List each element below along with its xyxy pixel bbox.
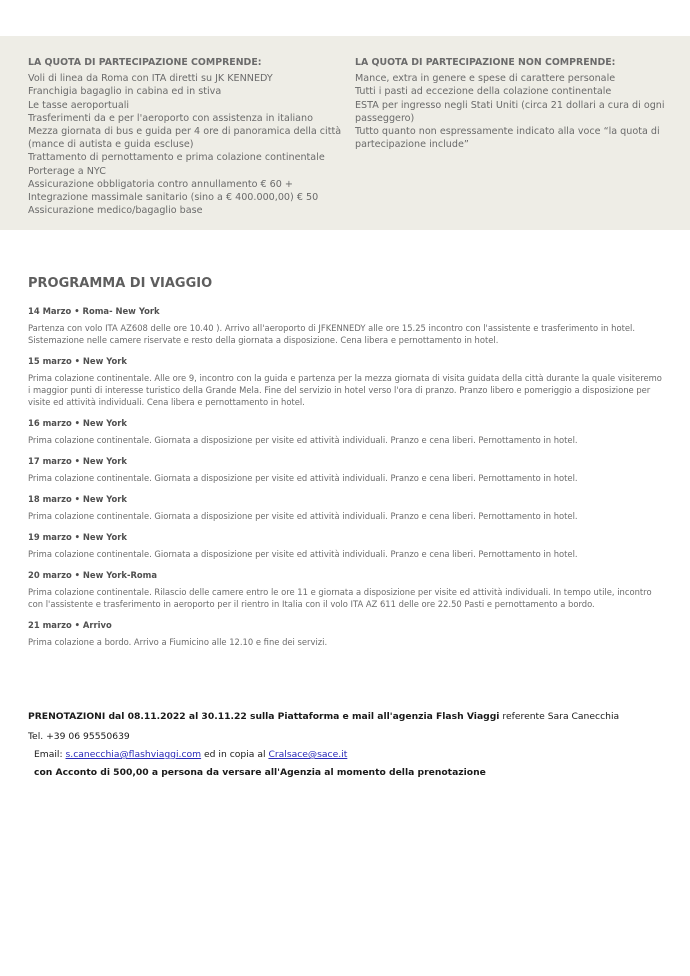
email-link[interactable]: s.canecchia@flashviaggi.com: [65, 749, 202, 760]
list-item: Porterage a NYC: [28, 165, 106, 177]
booking-dates: [28, 711, 668, 722]
excluded-heading: LA QUOTA DI PARTECIPAZIONE NON COMPRENDE:: [355, 57, 616, 68]
itinerary-day: [28, 532, 663, 560]
excluded-list: [355, 72, 665, 151]
list-item: Integrazione massimale sanitario (sino a € 400.000,00) € 50: [28, 192, 319, 204]
list-item: Mezza giornata di bus e guida per 4 ore di panoramica della città: [28, 126, 342, 138]
list-item: Le tasse aeroportuali: [28, 99, 130, 111]
list-item: Assicurazione obbligatoria contro annullamento € 60 +: [28, 178, 293, 190]
inclusions-panel: [0, 36, 690, 230]
day-header: 14 Marzo • Roma- New York: [28, 306, 160, 316]
itinerary-day: [28, 570, 663, 610]
list-item: Trattamento di pernottamento e prima colazione continentale: [28, 152, 325, 164]
day-header: 19 marzo • New York: [28, 532, 127, 542]
day-description: Prima colazione continentale. Giornata a disposizione per visite ed attività individuali. Pranzo e cena liberi. Pernottamento in hotel.: [28, 511, 578, 521]
day-header: 15 marzo • New York: [28, 356, 127, 366]
list-item: Voli di linea da Roma con ITA diretti su JK KENNEDY: [28, 73, 273, 85]
itinerary-day: [28, 306, 663, 346]
booking-deposit: con Acconto di 500,00 a persona da versare all'Agenzia al momento della prenotazione: [34, 767, 486, 778]
included-list: [28, 72, 342, 217]
day-description: Prima colazione continentale. Rilascio delle camere entro le ore 11 e giornata a disposizione per visite ed attività individuali. In tempo utile, incontro con l'assistente e trasferimento in aeroporto per il rientro in Italia con il volo ITA AZ 611 delle ore 22.50 Pasti e pernottamento a bordo.: [28, 587, 652, 609]
day-header: 21 marzo • Arrivo: [28, 620, 112, 630]
program-title: PROGRAMMA DI VIAGGIO: [28, 276, 213, 291]
day-description: Partenza con volo ITA AZ608 delle ore 10.40 ). Arrivo all'aeroporto di JFKENNEDY alle ore 15.25 incontro con l'assistente e trasferimento in hotel. Sistemazione nelle camere riservate e resto della giornata a disposizione. Cena libera e pernottamento in hotel.: [28, 323, 635, 345]
itinerary-day: [28, 456, 663, 484]
included-column: [28, 56, 342, 217]
day-description: Prima colazione a bordo. Arrivo a Fiumicino alle 12.10 e fine dei servizi.: [28, 637, 328, 647]
list-item: Tutti i pasti ad eccezione della colazione continentale: [355, 86, 612, 98]
email-cc-text: ed in copia al: [201, 749, 269, 760]
day-description: Prima colazione continentale. Giornata a disposizione per visite ed attività individuali. Pranzo e cena liberi. Pernottamento in hotel.: [28, 435, 578, 445]
day-header: 17 marzo • New York: [28, 456, 127, 466]
list-item: Franchigia bagaglio in cabina ed in stiva: [28, 86, 222, 98]
included-heading: LA QUOTA DI PARTECIPAZIONE COMPRENDE:: [28, 57, 262, 68]
itinerary-day: [28, 494, 663, 522]
excluded-column: [355, 56, 665, 151]
email-label: Email:: [34, 749, 66, 760]
day-description: Prima colazione continentale. Giornata a disposizione per visite ed attività individuali. Pranzo e cena liberi. Pernottamento in hotel.: [28, 473, 578, 483]
list-item: Assicurazione medico/bagaglio base: [28, 205, 203, 217]
list-item: ESTA per ingresso negli Stati Uniti (circa 21 dollari a cura di ogni passeggero): [355, 99, 665, 124]
itinerary-days: [28, 306, 663, 658]
day-header: 20 marzo • New York-Roma: [28, 570, 158, 580]
list-item: Trasferimenti da e per l'aeroporto con assistenza in italiano: [28, 112, 313, 124]
list-item: Tutto quanto non espressamente indicato alla voce “la quota di partecipazione include”: [355, 126, 660, 151]
list-item: Mance, extra in genere e spese di carattere personale: [355, 73, 616, 85]
list-item: (mance di autista e guida escluse): [28, 139, 194, 151]
day-header: 16 marzo • New York: [28, 418, 127, 428]
booking-dates-text: PRENOTAZIONI dal 08.11.2022 al 30.11.22 sulla Piattaforma e mail all'agenzia Flash Viaggi: [28, 711, 500, 722]
booking-referent: referente Sara Canecchia: [499, 711, 620, 722]
itinerary-day: [28, 418, 663, 446]
day-header: 18 marzo • New York: [28, 494, 127, 504]
booking-info: [28, 711, 668, 778]
itinerary-day: [28, 356, 663, 408]
day-description: Prima colazione continentale. Alle ore 9, incontro con la guida e partenza per la mezza giornata di visita guidata della città durante la quale visiteremo i maggior punti di interesse turistico della Grande Mela. Fine del servizio in hotel verso l'ora di pranzo. Pranzo libero e pomeriggio a disposizione per visite ed attività individuali. Cena libera e pernottamento in hotel.: [28, 373, 662, 407]
itinerary-day: [28, 620, 663, 648]
booking-email-line: [28, 749, 668, 760]
email-cc-link[interactable]: Cralsace@sace.it: [268, 749, 348, 760]
booking-phone: Tel. +39 06 95550639: [28, 731, 130, 742]
day-description: Prima colazione continentale. Giornata a disposizione per visite ed attività individuali. Pranzo e cena liberi. Pernottamento in hotel.: [28, 549, 578, 559]
